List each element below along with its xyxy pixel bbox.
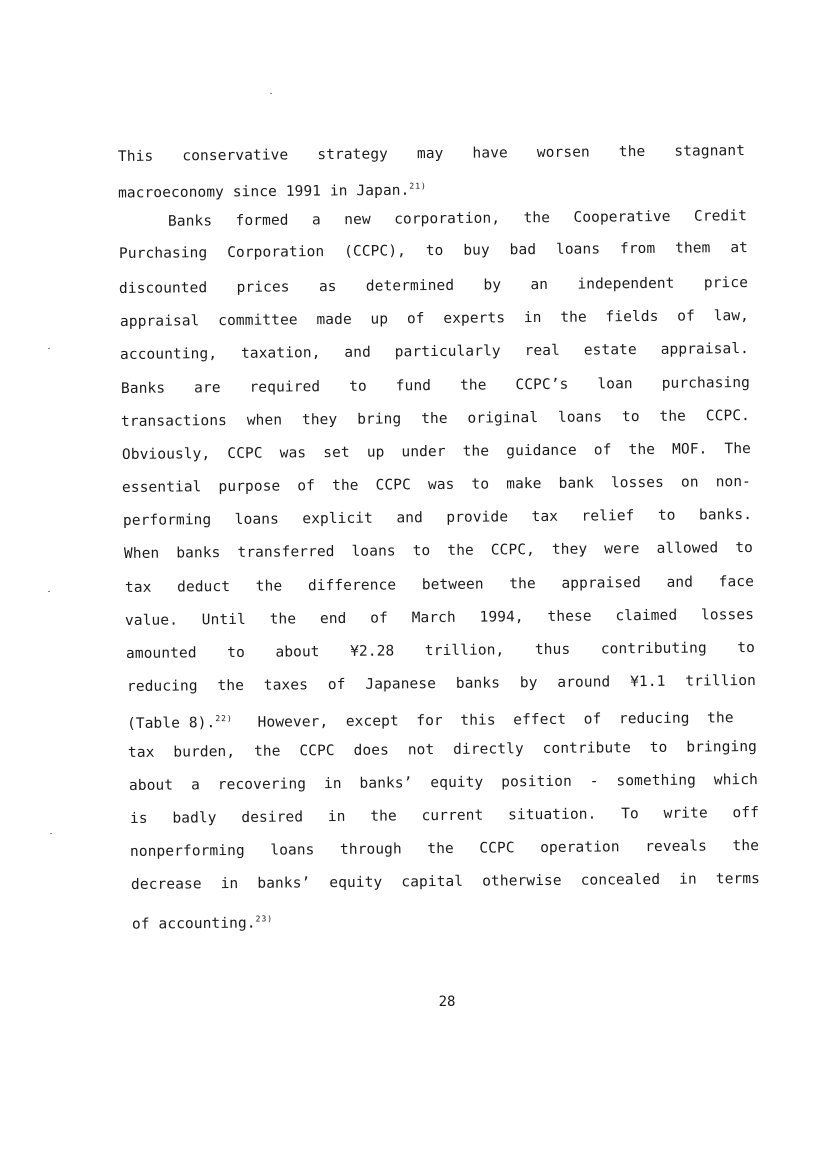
body-text-line: value. Until the end of March 1994, these claimed losses: [124, 606, 755, 630]
body-text-line: This conservative strategy may have worsen the stagnant: [117, 142, 746, 166]
body-text-line: performing loans explicit and provide tax relief to banks.: [122, 506, 753, 530]
body-text-segment: (Table 8).: [126, 715, 216, 733]
body-text-segment: macroeconomy since 1991 in Japan.: [117, 182, 410, 202]
body-text-line: Banks formed a new corporation, the Cooperative Credit: [167, 208, 748, 230]
body-text-segment: of accounting.: [131, 915, 256, 933]
footnote-marker: 21): [409, 181, 427, 191]
body-text-segment: However, except for this effect of reducing the: [257, 710, 734, 731]
body-text-line: discounted prices as determined by an independent price: [118, 274, 749, 298]
scan-speck: [270, 93, 272, 94]
body-text-line: Banks are required to fund the CCPC’s loan purchasing: [120, 374, 751, 398]
body-text-line: is badly desired in the current situation. To write off: [129, 804, 760, 828]
body-text-line: When banks transferred loans to the CCPC, they were allowed to: [123, 539, 754, 563]
page-number: 28: [438, 994, 456, 1010]
body-text-line: accounting, taxation, and particularly real estate appraisal.: [119, 340, 750, 364]
body-text-line: Obviously, CCPC was set up under the guidance of the MOF. The: [121, 440, 752, 464]
scan-speck: [48, 348, 50, 349]
body-text-line: transactions when they bring the original loans to the CCPC.: [120, 407, 751, 431]
footnote-marker: 22): [215, 714, 233, 724]
body-text-line: [127, 704, 757, 734]
scan-speck: [50, 833, 52, 834]
body-text-line: [118, 177, 427, 204]
body-text-line: appraisal committee made up of experts in the fields of law,: [119, 307, 750, 331]
body-text-line: [132, 909, 273, 934]
body-text-line: essential purpose of the CCPC was to make bank losses on non-: [121, 473, 752, 497]
body-text-line: amounted to about ¥2.28 trillion, thus contributing to: [125, 639, 756, 663]
body-text-line: Purchasing Corporation (CCPC), to buy bad loans from them at: [118, 239, 749, 263]
body-text-line: reducing the taxes of Japanese banks by around ¥1.1 trillion: [126, 672, 757, 696]
scan-speck: [48, 591, 50, 592]
body-text-line: nonperforming loans through the CCPC operation reveals the: [129, 837, 760, 861]
body-text-line: tax burden, the CCPC does not directly contribute to bringing: [127, 738, 758, 762]
body-text-line: decrease in banks’ equity capital otherwise concealed in terms: [130, 870, 761, 894]
body-text-line: about a recovering in banks’ equity position - something which: [128, 771, 759, 795]
body-text-line: tax deduct the difference between the appraised and face: [124, 573, 755, 597]
footnote-marker: 23): [255, 914, 274, 924]
